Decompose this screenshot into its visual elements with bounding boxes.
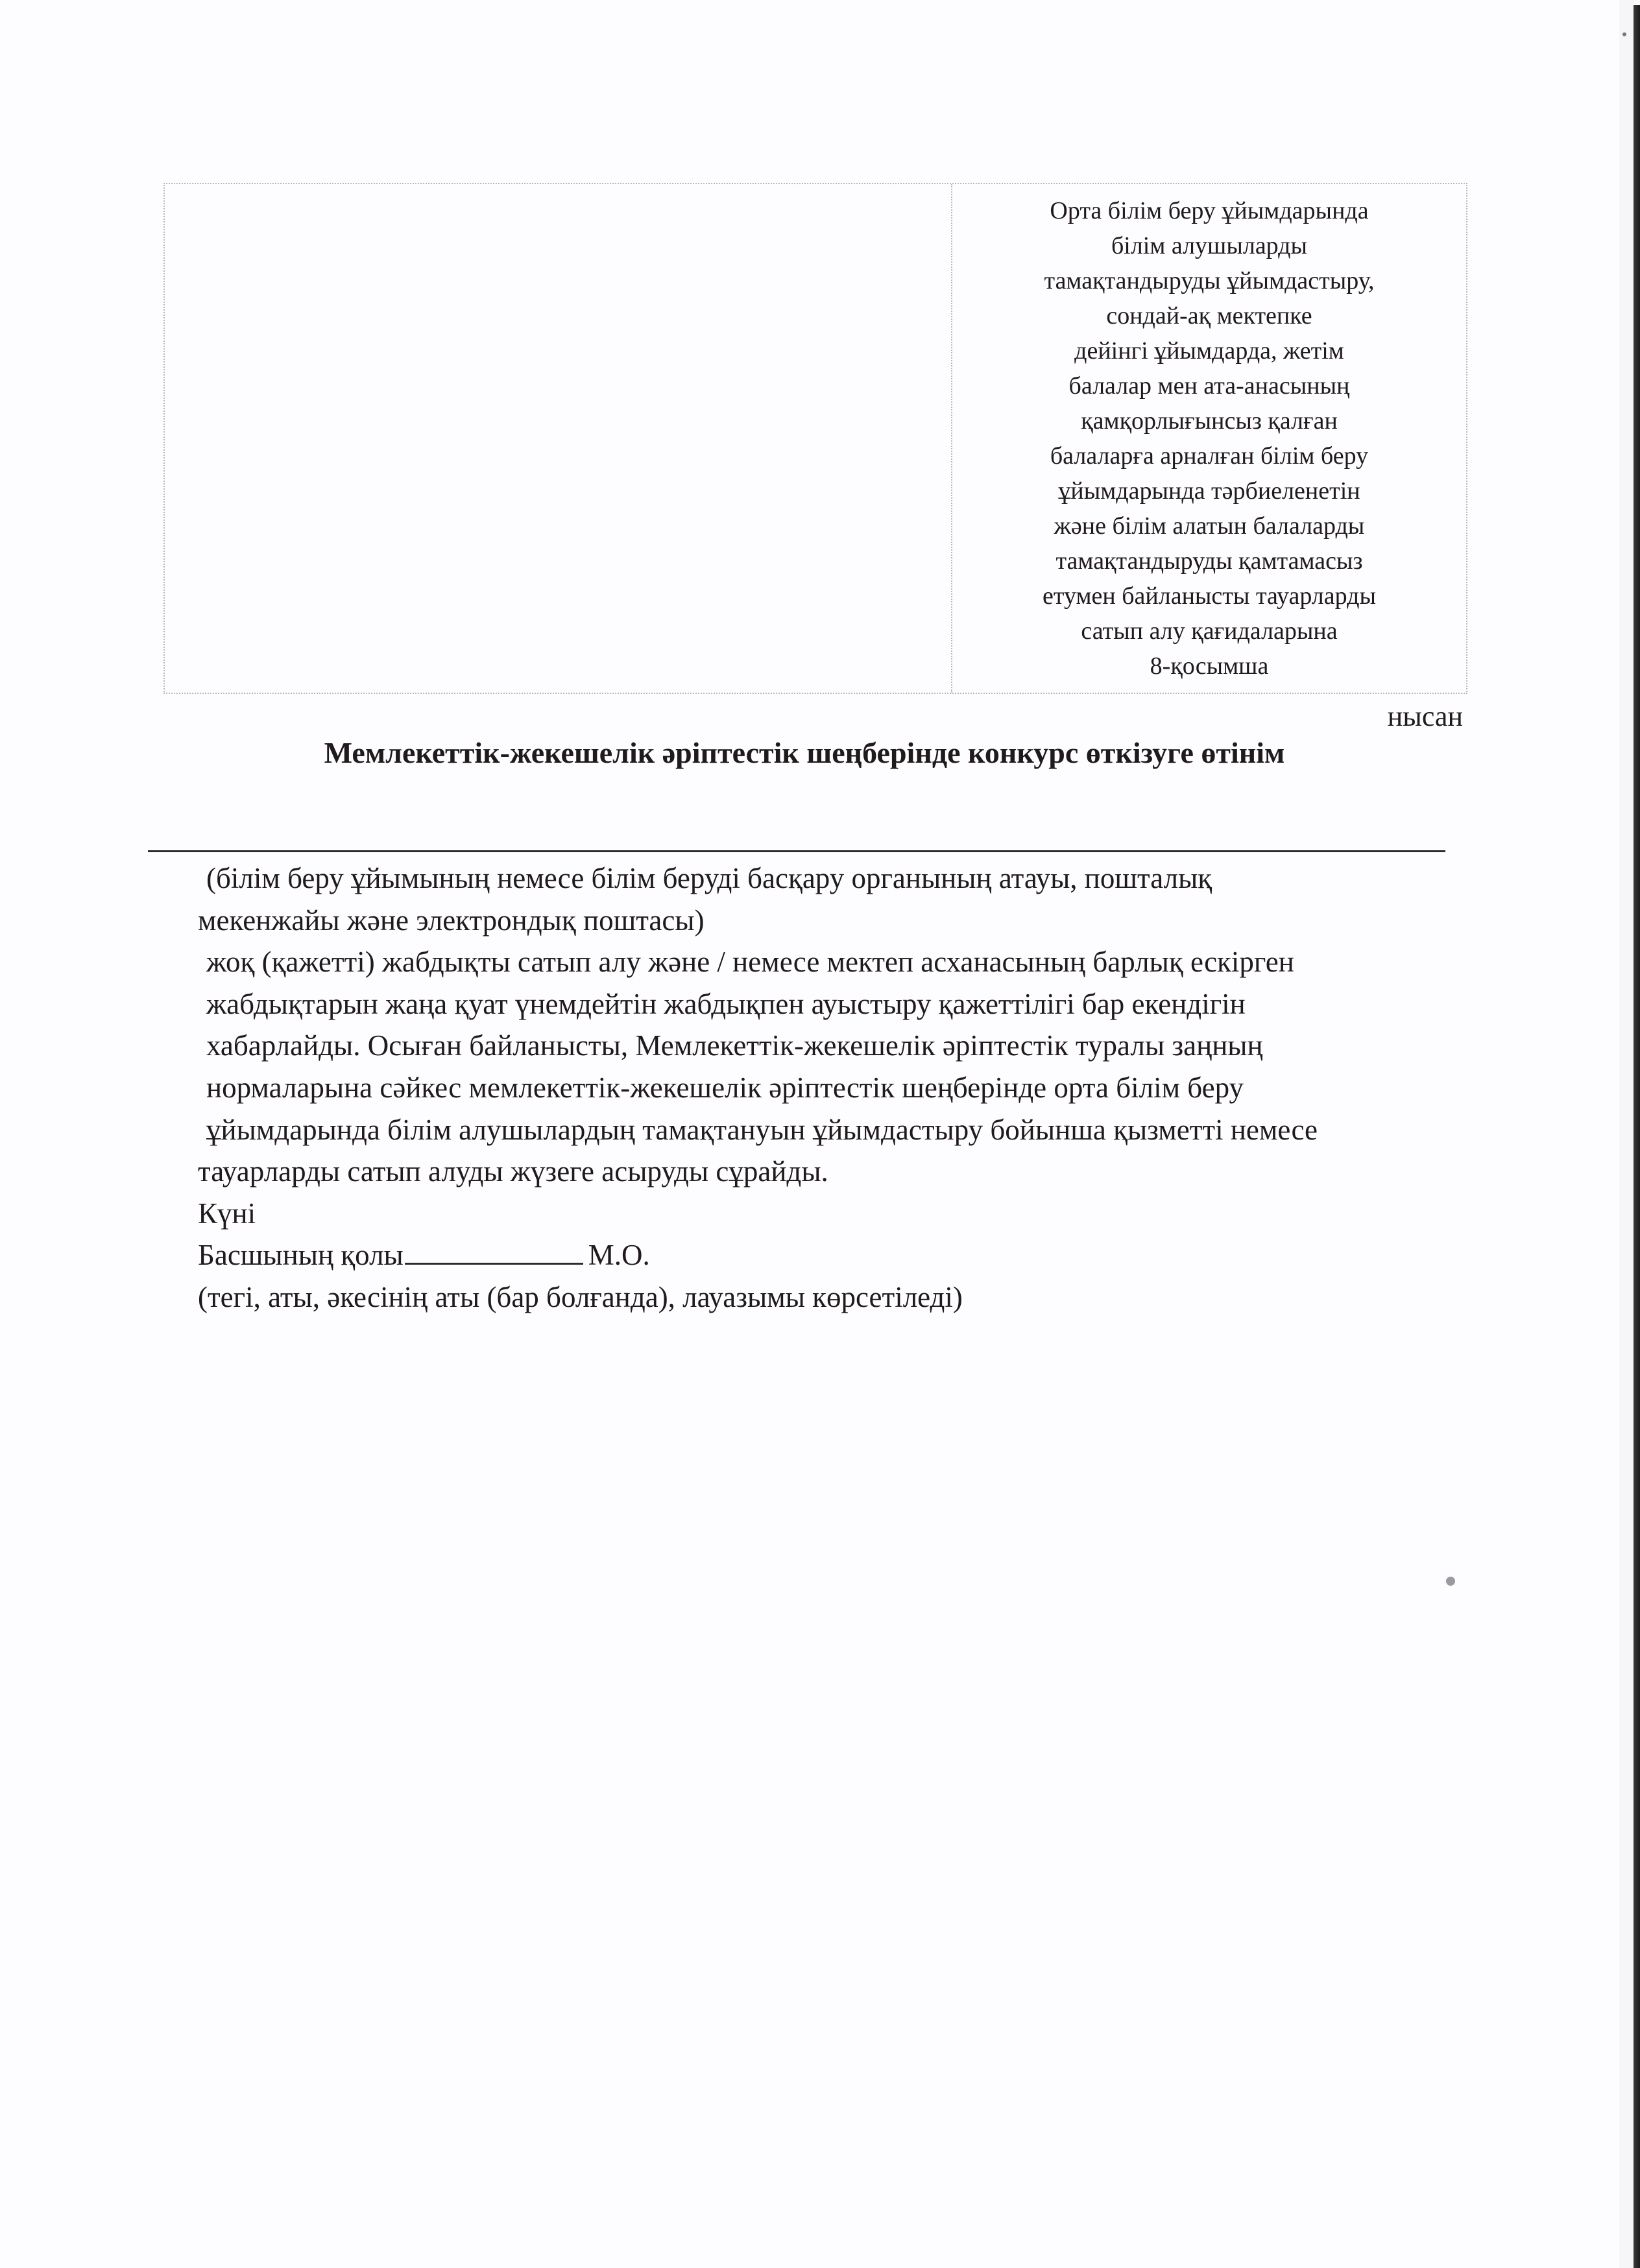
appendix-line: және білім алатын балаларды xyxy=(1054,512,1365,540)
signature-row xyxy=(0,1234,1557,1276)
document-title: Мемлекеттік-жекешелік әріптестік шеңберінде конкурс өткізуге өтінім xyxy=(324,736,1285,769)
body-line: мекенжайы және электрондық поштасы) xyxy=(198,903,705,937)
document-body xyxy=(0,857,1557,1319)
form-label: нысан xyxy=(1387,700,1463,732)
body-line: нормаларына сәйкес мемлекеттік-жекешелік әріптестік шеңберінде орта білім беру xyxy=(206,1071,1244,1104)
appendix-line: етумен байланысты тауарларды xyxy=(1042,582,1377,610)
scan-speck xyxy=(1446,1577,1455,1586)
appendix-line: қамқорлығынсыз қалған xyxy=(1081,407,1338,435)
body-line: хабарлайды. Осыған байланысты, Мемлекеттік-жекешелік әріптестік туралы заңның xyxy=(206,1029,1263,1062)
appendix-line: ұйымдарында тәрбиеленетін xyxy=(1058,477,1360,505)
body-line: ұйымдарында білім алушылардың тамақтануын ұйымдастыру бойынша қызметті немесе xyxy=(206,1113,1318,1146)
signature-note: (тегі, аты, әкесінің аты (бар болғанда), лауазымы көрсетіледі) xyxy=(198,1280,963,1313)
appendix-line: тамақтандыруды ұйымдастыру, xyxy=(1044,267,1375,294)
appendix-line: дейінгі ұйымдарда, жетім xyxy=(1074,337,1344,364)
body-line: жабдықтарын жаңа қуат үнемдейтін жабдықпен ауыстыру қажеттілігі бар екендігін xyxy=(206,987,1246,1020)
appendix-line: сатып алу қағидаларына xyxy=(1081,617,1338,645)
body-line: жоқ (қажетті) жабдықты сатып алу және / немесе мектеп асханасының барлық ескірген xyxy=(206,946,1294,979)
appendix-line: тамақтандыруды қамтамасыз xyxy=(1055,547,1363,575)
signature-label: Басшының қолы xyxy=(198,1239,404,1272)
appendix-line: сондай-ақ мектепке xyxy=(1106,302,1312,329)
scan-speck xyxy=(1622,32,1626,36)
scan-edge-light xyxy=(1619,0,1634,2268)
appendix-reference xyxy=(952,184,1466,693)
body-line: (білім беру ұйымының немесе білім беруді басқару органының атауы, пошталық xyxy=(206,862,1212,894)
organization-fill-line xyxy=(148,850,1445,852)
stamp-label: М.О. xyxy=(588,1239,650,1272)
body-line: тауарларды сатып алуды жүзеге асыруды сұрайды. xyxy=(198,1155,828,1188)
signature-blank xyxy=(405,1237,583,1265)
scan-edge-dark xyxy=(1634,5,1640,2268)
appendix-line: Орта білім беру ұйымдарында xyxy=(1050,197,1369,224)
appendix-number: 8-қосымша xyxy=(1150,652,1269,680)
date-label: Күні xyxy=(198,1197,256,1230)
appendix-line: білім алушыларды xyxy=(1111,232,1308,259)
appendix-line: балаларға арналған білім беру xyxy=(1050,442,1369,470)
header-table xyxy=(163,183,1467,694)
header-left-cell xyxy=(165,184,952,693)
appendix-line: балалар мен ата-анасының xyxy=(1068,372,1350,400)
